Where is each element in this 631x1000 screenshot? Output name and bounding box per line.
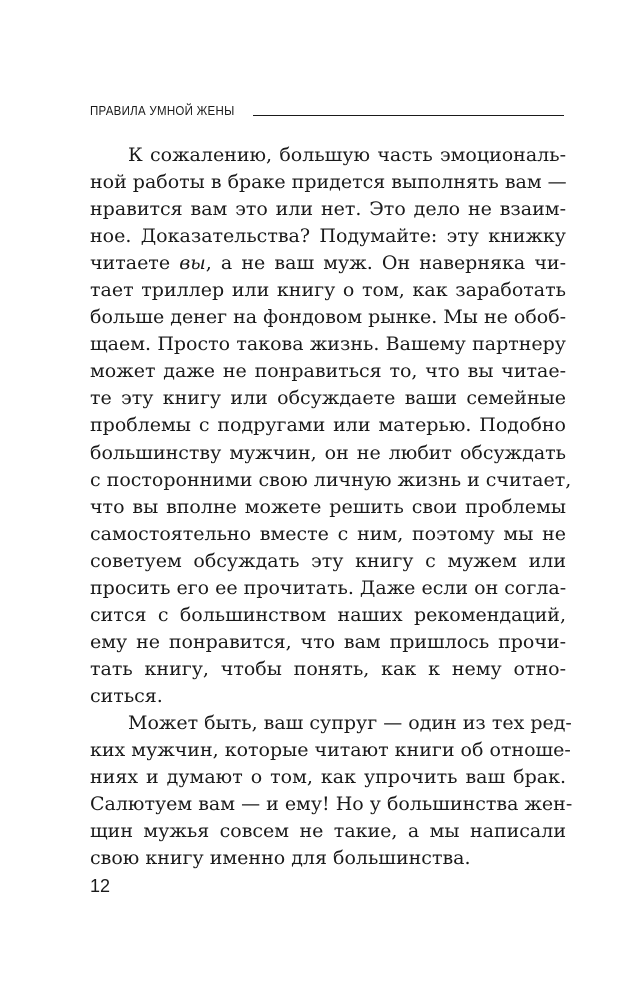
text-line: ему не понравится, что вам пришлось прочи- <box>90 630 566 653</box>
text-line: те эту книгу или обсуждаете ваши семейные <box>90 387 566 410</box>
text-body <box>90 142 573 872</box>
text-line: ное. Доказательства? Подумайте: эту книжку <box>90 225 566 248</box>
text-line: Салютуем вам — и ему! Но у большинства жен- <box>90 793 573 816</box>
text-line: самостоятельно вместе с ним, поэтому мы не <box>90 522 566 545</box>
page-header <box>90 104 564 118</box>
text-line: Может быть, ваш супруг — один из тех ред- <box>128 711 572 734</box>
text-line: читаете вы, а не ваш муж. Он наверняка чи- <box>90 252 566 275</box>
text-line: щин мужья совсем не такие, а мы написали <box>90 820 566 843</box>
text-line: тает триллер или книгу о том, как заработать <box>90 279 566 302</box>
text-line: тать книгу, чтобы понять, как к нему отно- <box>90 657 566 680</box>
text-line: больше денег на фондовом рынке. Мы не обоб- <box>90 306 567 329</box>
text-line: ситься. <box>90 684 163 707</box>
text-line: свою книгу именно для большинства. <box>90 847 471 870</box>
text-line: сится с большинством наших рекомендаций, <box>90 603 566 626</box>
text-line: щаем. Просто такова жизнь. Вашему партнеру <box>90 333 566 356</box>
text-line: проблемы с подругами или матерью. Подобно <box>90 414 566 437</box>
text-line: К сожалению, большую часть эмоциональ- <box>128 144 566 166</box>
text-line: с посторонними свою личную жизнь и считает, <box>90 468 572 491</box>
text-line: ких мужчин, которые читают книги об отноше- <box>90 739 571 762</box>
text-line: просить его ее прочитать. Даже если он согла- <box>90 576 567 599</box>
text-line: ной работы в браке придется выполнять вам — <box>90 171 567 194</box>
header-rule <box>253 115 564 116</box>
running-head: ПРАВИЛА УМНОЙ ЖЕНЫ <box>90 104 235 118</box>
text-line: большинству мужчин, он не любит обсуждать <box>90 441 566 464</box>
text-line: может даже не понравиться то, что вы читае- <box>90 360 566 383</box>
text-line: что вы вполне можете решить свои проблемы <box>90 495 566 518</box>
text-line: ниях и думают о том, как упрочить ваш брак. <box>90 766 566 789</box>
page-number: 12 <box>90 876 111 896</box>
text-line: советуем обсуждать эту книгу с мужем или <box>90 549 566 572</box>
text-line: нравится вам это или нет. Это дело не взаим- <box>90 198 566 221</box>
